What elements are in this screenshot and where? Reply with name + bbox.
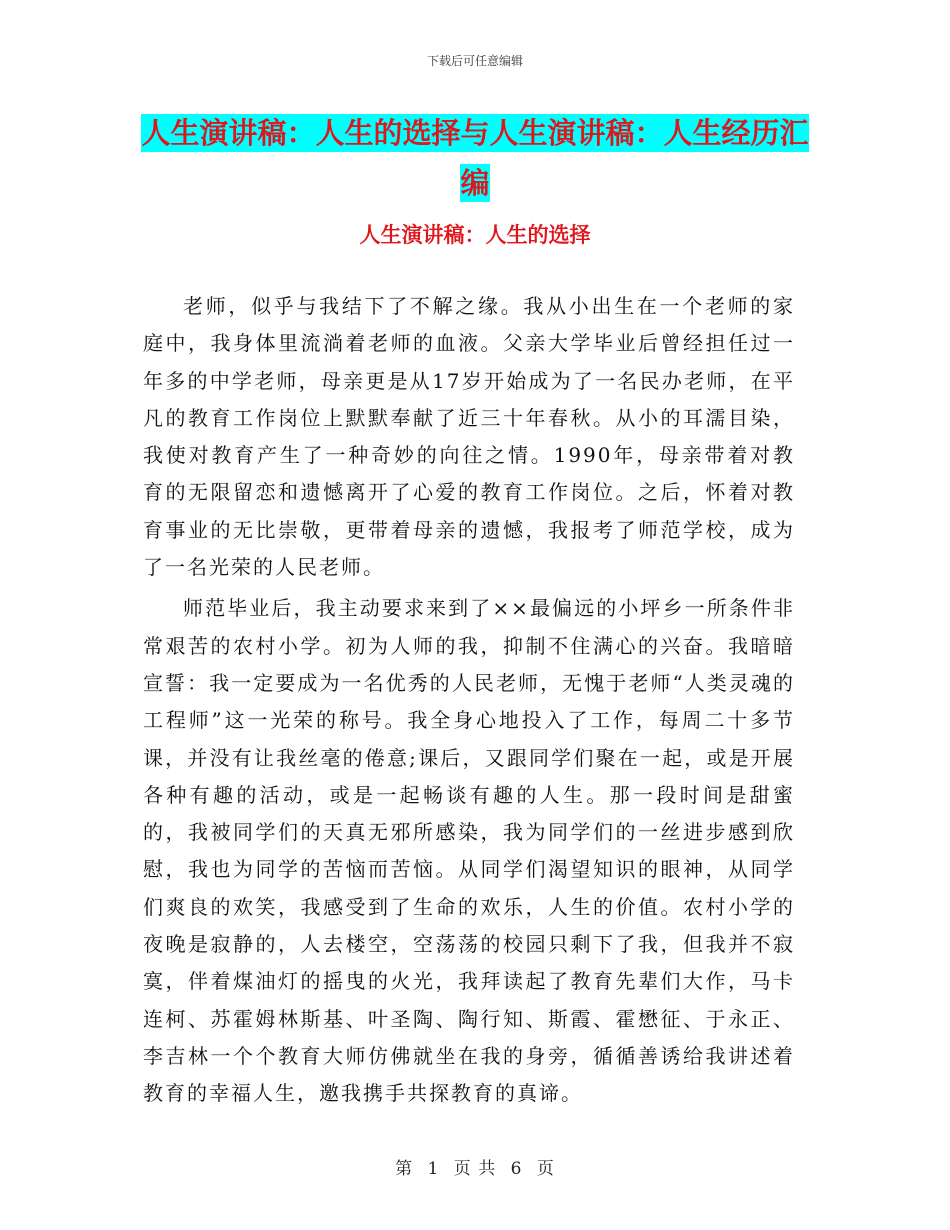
footer-page-number: 1 (427, 1159, 440, 1179)
paragraph: 老师，似乎与我结下了不解之缘。我从小出生在一个老师的家庭中，我身体里流淌着老师的血液。父亲大学毕业后曾经担任过一年多的中学老师，母亲更是从17岁开始成为了一名民办老师，在平凡的教育工作岗位上默默奉献了近三十年春秋。从小的耳濡目染，我使对教育产生了一种奇妙的向往之情。1990年，母亲带着对教育的无限留恋和遗憾离开了心爱的教育工作岗位。之后，怀着对教育事业的无比崇敬，更带着母亲的遗憾，我报考了师范学校，成为了一名光荣的人民老师。 (143, 294, 795, 580)
document-title (140, 108, 810, 208)
document-body (143, 288, 795, 1117)
page-header-note: 下载后可任意编辑 (426, 54, 523, 68)
page-footer (0, 1154, 950, 1179)
footer-suffix: 页 (536, 1159, 555, 1179)
document-title-text: 人生演讲稿：人生的选择与人生演讲稿：人生经历汇编 (141, 116, 809, 200)
paragraph: 师范毕业后，我主动要求来到了××最偏远的小坪乡一所条件非常艰苦的农村小学。初为人师的我，抑制不住满心的兴奋。我暗暗宣誓：我一定要成为一名优秀的人民老师，无愧于老师“人类灵魂的工程师”这一光荣的称号。我全身心地投入了工作，每周二十多节课，并没有让我丝毫的倦意;课后，又跟同学们聚在一起，或是开展各种有趣的活动，或是一起畅谈有趣的人生。那一段时间是甜蜜的，我被同学们的天真无邪所感染，我为同学们的一丝进步感到欣慰，我也为同学的苦恼而苦恼。从同学们渴望知识的眼神，从同学们爽良的欢笑，我感受到了生命的欢乐，人生的价值。农村小学的夜晚是寂静的，人去楼空，空荡荡的校园只剩下了我，但我并不寂寞，伴着煤油灯的摇曳的火光，我拜读起了教育先辈们大作，马卡连柯、苏霍姆林斯基、叶圣陶、陶行知、斯霞、霍懋征、于永正、李吉林一个个教育大师仿佛就坐在我的身旁，循循善诱给我讲述着教育的幸福人生，邀我携手共探教育的真谛。 (143, 596, 795, 1106)
footer-middle: 页 共 (453, 1159, 497, 1179)
section-title: 人生演讲稿：人生的选择 (359, 223, 591, 247)
footer-prefix: 第 (395, 1159, 414, 1179)
footer-total-pages: 6 (510, 1159, 523, 1179)
